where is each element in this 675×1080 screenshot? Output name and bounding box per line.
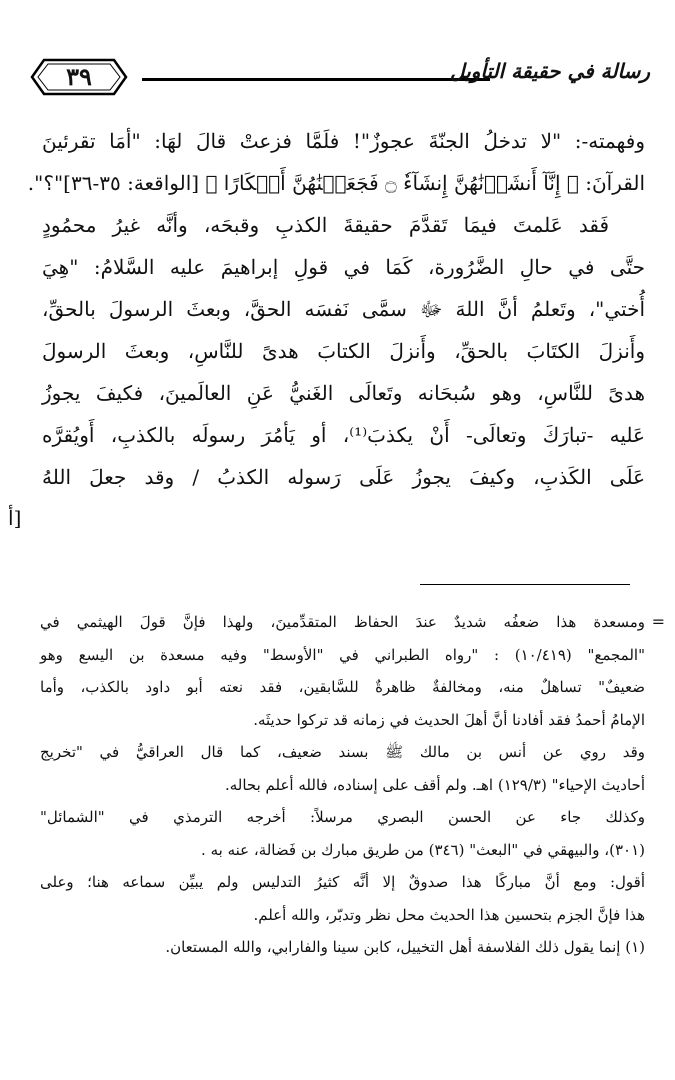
- footnote-line: ومسعدة هذا ضعفُه شديدٌ عندَ الحفاظ المتقدِّمينَ، ولهذا فإنَّ قولَ الهيثمي في: [40, 613, 645, 631]
- footnote-line: (٣٠١)، والبيهقي في "البعث" (٣٤٦) من طريق مبارك بن فَضالة، عنه به .: [201, 840, 645, 859]
- page-header: [30, 55, 650, 99]
- header-rule: [142, 78, 490, 81]
- main-text: [27, 120, 645, 498]
- text-line: وفهمته-: "لا تدخلُ الجنّةَ عجوزٌ"! فلَمَّا فزعتْ قالَ لهَا: "أمَا تقرئينَ: [42, 129, 645, 153]
- running-title: رسالة في حقيقة التأويل: [450, 59, 650, 83]
- text-line: أُختي"، وتَعلمُ أنَّ اللهَ ﷻ سمَّى نَفسَه الحقَّ، وبعثَ الرسولَ بالحقِّ،: [42, 297, 645, 321]
- footnotes: [40, 606, 665, 964]
- footnote-line: وقد روي عن أنس بن مالك ﷺ بسند ضعيف، كما قال العراقيُّ في "تخريج: [40, 743, 645, 761]
- manuscript-page-mark: أ]: [8, 506, 22, 530]
- page-number-frame: [30, 57, 128, 97]
- text-line: عَليه -تبارَكَ وتعالَى- أَنْ يكذبَ⁽¹⁾، أو يَأمُرَ رسولَه بالكذبِ، أَويُقرَّه: [42, 423, 645, 447]
- page-number: ٣٩: [66, 62, 92, 91]
- text-line: حتَّى في حالِ الضَّرُورة، كَمَا في قولِ إبراهيمَ عليه السَّلامُ: "هِيَ: [42, 255, 645, 279]
- continuation-marker: =: [651, 612, 665, 631]
- footnote-separator: [420, 584, 630, 585]
- footnote-line: ضعيفٌ" تساهلٌ منه، ومخالفةٌ ظاهرةٌ للسَّابقين، فقد نعته أبو داود بالكذب، وأما: [40, 678, 645, 696]
- text-line: فَقد عَلمتَ فيمَا تَقدَّمَ حقيقةَ الكذبِ وقبحَه، وأنَّه غيرُ محمُودٍ: [42, 213, 609, 237]
- footnote-line: وكذلك جاء عن الحسن البصري مرسلاً: أخرجه الترمذي في "الشمائل": [40, 808, 645, 826]
- footnote-line: هذا فإنَّ الجزم بتحسين هذا الحديث محل نظر وتدبّر، والله أعلم.: [253, 905, 645, 924]
- footnote-line: الإمامُ أحمدُ فقد أفادنا أنَّ أهلَ الحديث في زمانه قد تركوا حديثَه.: [253, 710, 645, 729]
- text-line: وأَنزلَ الكتَابَ بالحقِّ، وأَنزلَ الكتابَ هدىً للنَّاسِ، وبعثَ الرسولَ: [42, 339, 645, 363]
- text-line: القرآنَ: ﴿ إِنَّآ أَنشَأۡنَٰهُنَّ إِنشَآءٗ ۝ فَجَعَلۡنَٰهُنَّ أَبۡكَارًا ﴾ [الواقعة: ٣٥-٣٦]"؟".: [27, 171, 645, 195]
- footnote-line: أحاديث الإحياء" (١٢٩/٣) اهـ. ولم أقف على إسناده، فالله أعلم بحاله.: [224, 775, 645, 794]
- footnote-line: (١) إنما يقول ذلك الفلاسفة أهل التخييل، كابن سينا والفارابي، والله المستعان.: [165, 938, 645, 956]
- footnote-line: أقول: ومع أنَّ مباركًا هذا صدوقٌ إلا أنَّه كثيرُ التدليس ولم يبيِّن سماعه هنا؛ وعلى: [40, 873, 645, 891]
- text-line: عَلَى الكَذبِ، وكيفَ يجوزُ عَلَى رَسوله الكذبُ / وقد جعلَ اللهُ: [42, 465, 645, 489]
- footnote-line: "المجمع" (١٠/٤١٩) : "رواه الطبراني في "الأوسط" وفيه مسعدة بن اليسع وهو: [40, 645, 645, 664]
- text-line: هدىً للنَّاسِ، وهو سُبحَانه وتَعالَى الغَنيُّ عَنِ العالَمينَ، فكيفَ يجوزُ: [42, 381, 645, 405]
